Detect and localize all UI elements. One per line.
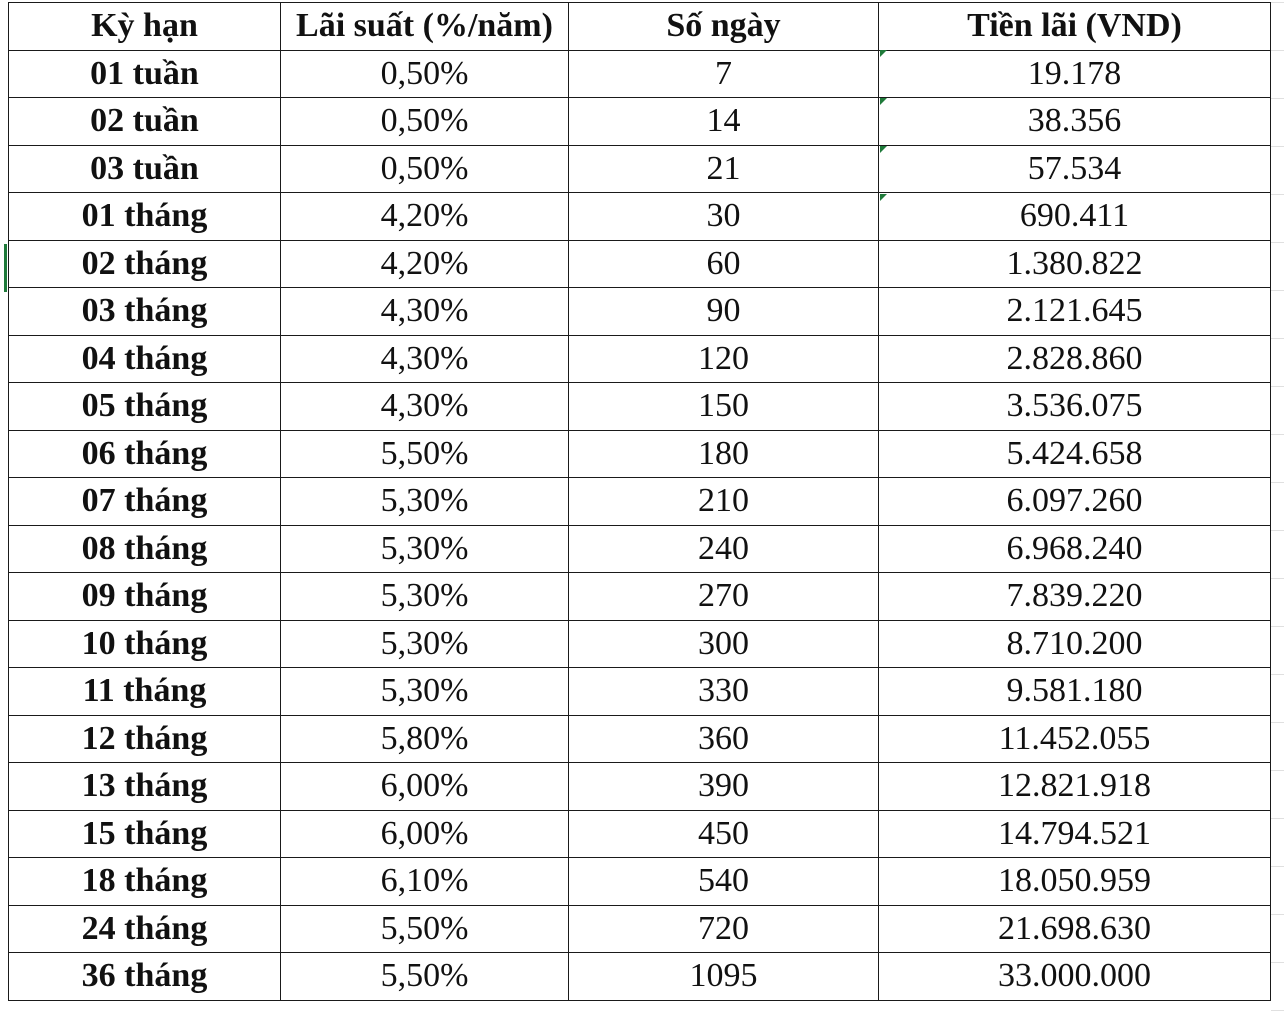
gutter-gridline (1271, 962, 1284, 963)
cell-days[interactable]: 180 (569, 430, 879, 478)
table-row (9, 50, 1271, 98)
cell-term[interactable]: 12 tháng (9, 715, 281, 763)
cell-days[interactable]: 270 (569, 573, 879, 621)
table-row (9, 430, 1271, 478)
cell-days[interactable]: 150 (569, 383, 879, 431)
cell-rate[interactable]: 4,30% (281, 335, 569, 383)
table-row (9, 383, 1271, 431)
cell-term[interactable]: 03 tháng (9, 288, 281, 336)
cell-rate[interactable]: 5,50% (281, 953, 569, 1001)
cell-term[interactable]: 15 tháng (9, 810, 281, 858)
table-row (9, 953, 1271, 1001)
cell-interest[interactable]: 19.178 (879, 50, 1271, 98)
cell-days[interactable]: 720 (569, 905, 879, 953)
cell-interest[interactable]: 3.536.075 (879, 383, 1271, 431)
number-as-text-marker (880, 146, 887, 153)
gutter-gridline (1271, 194, 1284, 195)
cell-rate[interactable]: 4,20% (281, 193, 569, 241)
cell-days[interactable]: 90 (569, 288, 879, 336)
cell-days[interactable]: 1095 (569, 953, 879, 1001)
gutter-gridline (1271, 626, 1284, 627)
cell-rate[interactable]: 5,30% (281, 573, 569, 621)
cell-rate[interactable]: 5,80% (281, 715, 569, 763)
gutter-gridline (1271, 290, 1284, 291)
gutter-gridline (1271, 146, 1284, 147)
cell-rate[interactable]: 0,50% (281, 145, 569, 193)
cell-term[interactable]: 13 tháng (9, 763, 281, 811)
cell-rate[interactable]: 0,50% (281, 50, 569, 98)
cell-term[interactable]: 10 tháng (9, 620, 281, 668)
cell-rate[interactable]: 5,50% (281, 905, 569, 953)
cell-rate[interactable]: 6,00% (281, 763, 569, 811)
cell-days[interactable]: 300 (569, 620, 879, 668)
cell-interest[interactable]: 57.534 (879, 145, 1271, 193)
cell-rate[interactable]: 5,30% (281, 668, 569, 716)
cell-interest[interactable]: 8.710.200 (879, 620, 1271, 668)
table-row (9, 525, 1271, 573)
gutter-gridline (1271, 2, 1284, 3)
cell-rate[interactable]: 5,30% (281, 620, 569, 668)
cell-term[interactable]: 09 tháng (9, 573, 281, 621)
cell-interest[interactable]: 7.839.220 (879, 573, 1271, 621)
cell-interest[interactable]: 11.452.055 (879, 715, 1271, 763)
cell-term[interactable]: 02 tuần (9, 98, 281, 146)
cell-rate[interactable]: 6,00% (281, 810, 569, 858)
cell-days[interactable]: 210 (569, 478, 879, 526)
cell-interest[interactable]: 38.356 (879, 98, 1271, 146)
table-row (9, 573, 1271, 621)
cell-term[interactable]: 05 tháng (9, 383, 281, 431)
table-row (9, 810, 1271, 858)
table-row (9, 98, 1271, 146)
cell-rate[interactable]: 0,50% (281, 98, 569, 146)
gutter-gridline (1271, 482, 1284, 483)
gutter-gridline (1271, 1010, 1284, 1011)
cell-interest[interactable]: 18.050.959 (879, 858, 1271, 906)
gutter-gridline (1271, 914, 1284, 915)
gutter-gridline (1271, 242, 1284, 243)
cell-days[interactable]: 330 (569, 668, 879, 716)
cell-term[interactable]: 02 tháng (9, 240, 281, 288)
cell-rate[interactable]: 5,30% (281, 478, 569, 526)
cell-interest[interactable]: 6.968.240 (879, 525, 1271, 573)
cell-term[interactable]: 36 tháng (9, 953, 281, 1001)
header-row (9, 3, 1271, 51)
adjacent-empty-column[interactable] (1271, 0, 1284, 1016)
cell-term[interactable]: 03 tuần (9, 145, 281, 193)
cell-days[interactable]: 14 (569, 98, 879, 146)
table-row (9, 240, 1271, 288)
cell-term[interactable]: 08 tháng (9, 525, 281, 573)
cell-days[interactable]: 240 (569, 525, 879, 573)
gutter-gridline (1271, 674, 1284, 675)
gutter-gridline (1271, 50, 1284, 51)
cell-term[interactable]: 24 tháng (9, 905, 281, 953)
number-as-text-marker (880, 194, 887, 201)
cell-rate[interactable]: 5,50% (281, 430, 569, 478)
cell-interest[interactable]: 1.380.822 (879, 240, 1271, 288)
cell-days[interactable]: 120 (569, 335, 879, 383)
table-row (9, 620, 1271, 668)
cell-interest[interactable]: 5.424.658 (879, 430, 1271, 478)
table-row (9, 193, 1271, 241)
number-as-text-marker (880, 98, 887, 105)
gutter-gridline (1271, 866, 1284, 867)
cell-interest[interactable]: 12.821.918 (879, 763, 1271, 811)
cell-rate[interactable]: 6,10% (281, 858, 569, 906)
cell-term[interactable]: 18 tháng (9, 858, 281, 906)
cell-term[interactable]: 06 tháng (9, 430, 281, 478)
cell-days[interactable]: 60 (569, 240, 879, 288)
gutter-gridline (1271, 386, 1284, 387)
cell-days[interactable]: 450 (569, 810, 879, 858)
table-row (9, 288, 1271, 336)
header-interest[interactable]: Tiền lãi (VND) (879, 3, 1271, 51)
cell-term[interactable]: 01 tháng (9, 193, 281, 241)
cell-rate[interactable]: 4,30% (281, 288, 569, 336)
gutter-gridline (1271, 98, 1284, 99)
table-row (9, 668, 1271, 716)
cell-days[interactable]: 30 (569, 193, 879, 241)
cell-days[interactable]: 540 (569, 858, 879, 906)
cell-interest[interactable]: 2.828.860 (879, 335, 1271, 383)
gutter-gridline (1271, 578, 1284, 579)
cell-days[interactable]: 390 (569, 763, 879, 811)
cell-days[interactable]: 21 (569, 145, 879, 193)
table-row (9, 145, 1271, 193)
table-row (9, 335, 1271, 383)
gutter-gridline (1271, 530, 1284, 531)
cell-interest[interactable]: 33.000.000 (879, 953, 1271, 1001)
cell-interest[interactable]: 2.121.645 (879, 288, 1271, 336)
cell-days[interactable]: 360 (569, 715, 879, 763)
table-row (9, 858, 1271, 906)
table-row (9, 715, 1271, 763)
header-days[interactable]: Số ngày (569, 3, 879, 51)
cell-interest[interactable]: 21.698.630 (879, 905, 1271, 953)
active-cell-indicator (4, 244, 7, 292)
cell-term[interactable]: 07 tháng (9, 478, 281, 526)
cell-rate[interactable]: 4,20% (281, 240, 569, 288)
header-rate[interactable]: Lãi suất (%/năm) (281, 3, 569, 51)
cell-interest[interactable]: 6.097.260 (879, 478, 1271, 526)
header-term[interactable]: Kỳ hạn (9, 3, 281, 51)
gutter-gridline (1271, 722, 1284, 723)
cell-interest[interactable]: 9.581.180 (879, 668, 1271, 716)
cell-term[interactable]: 11 tháng (9, 668, 281, 716)
gutter-gridline (1271, 338, 1284, 339)
table-row (9, 763, 1271, 811)
gutter-gridline (1271, 434, 1284, 435)
cell-term[interactable]: 01 tuần (9, 50, 281, 98)
number-as-text-marker (880, 50, 887, 57)
table-row (9, 478, 1271, 526)
table-row (9, 905, 1271, 953)
cell-interest[interactable]: 14.794.521 (879, 810, 1271, 858)
cell-term[interactable]: 04 tháng (9, 335, 281, 383)
gutter-gridline (1271, 818, 1284, 819)
cell-days[interactable]: 7 (569, 50, 879, 98)
table-body (9, 50, 1271, 1000)
cell-rate[interactable]: 4,30% (281, 383, 569, 431)
interest-rate-table (8, 2, 1271, 1001)
cell-rate[interactable]: 5,30% (281, 525, 569, 573)
cell-interest[interactable]: 690.411 (879, 193, 1271, 241)
gutter-gridline (1271, 770, 1284, 771)
